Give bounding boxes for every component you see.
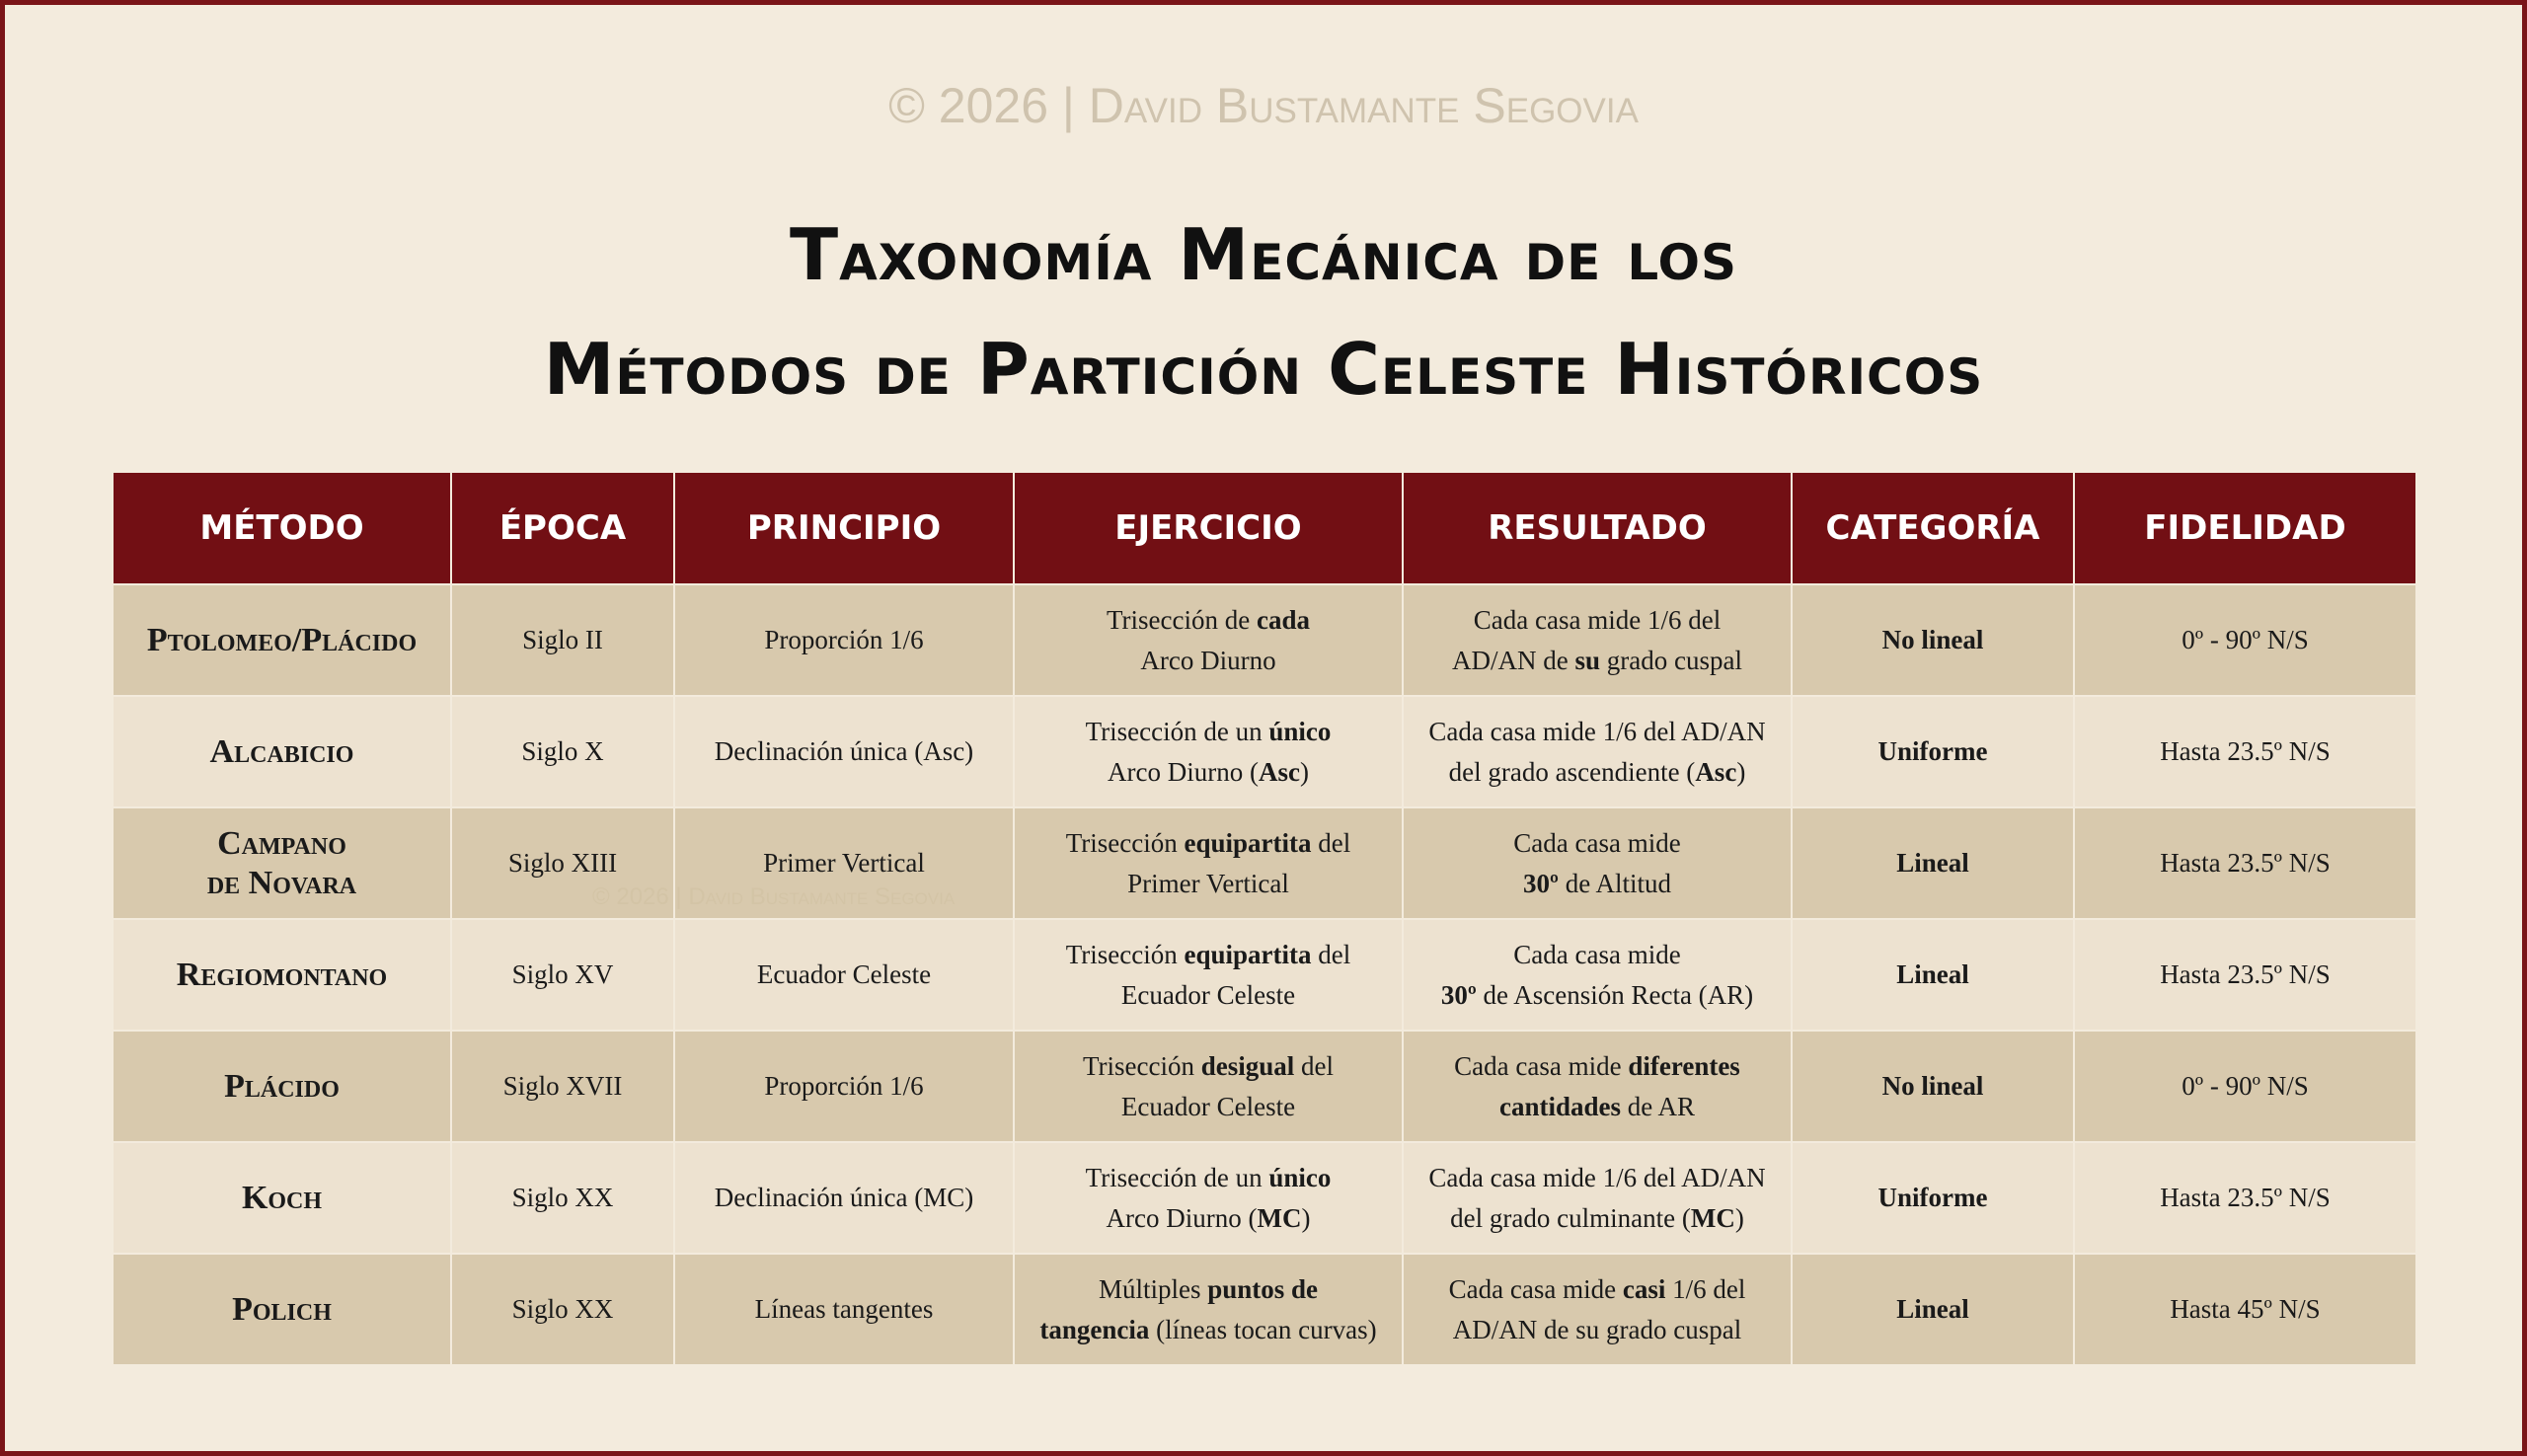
result-segment: su [1574, 645, 1601, 675]
result-segment: Cada casa mide 1/6 del AD/AN [1428, 716, 1766, 746]
principle-text: Líneas tangentes [754, 1294, 934, 1324]
cell-result [1403, 1142, 1792, 1254]
exercise-segment: Asc [1258, 756, 1300, 787]
exercise-segment: Arco Diurno ( [1108, 756, 1259, 787]
cell-exercise [1014, 584, 1403, 696]
watermark: © 2026 | David Bustamante Segovia [592, 883, 956, 910]
exercise-segment: Ecuador Celeste [1120, 979, 1296, 1010]
cell-epoch [451, 919, 674, 1031]
exercise-segment: del [1294, 1050, 1335, 1081]
cell-fidelity [2074, 1031, 2416, 1142]
title-line-1: Taxonomía Mecánica de los [790, 213, 1737, 296]
cell-epoch [451, 1254, 674, 1365]
table-row [113, 1142, 2416, 1254]
cell-exercise [1014, 1142, 1403, 1254]
cell-principle [674, 584, 1014, 696]
cell-category [1792, 1254, 2074, 1365]
exercise-segment: Trisección [1065, 827, 1185, 858]
cell-epoch [451, 696, 674, 807]
result-segment: ) [1734, 1202, 1744, 1233]
principle-text: Declinación única (MC) [714, 1183, 974, 1212]
result-segment: AD/AN de su grado cuspal [1452, 1314, 1742, 1344]
cell-fidelity [2074, 1142, 2416, 1254]
cell-category [1792, 1031, 2074, 1142]
exercise-segment: del [1311, 827, 1351, 858]
result-segment: Cada casa mide 1/6 del [1473, 604, 1722, 635]
cell-principle [674, 696, 1014, 807]
cell-result [1403, 919, 1792, 1031]
epoch-text: Siglo XIII [507, 848, 618, 878]
cell-method [113, 919, 451, 1031]
header-method: MÉTODO [113, 472, 451, 584]
table-row [113, 1031, 2416, 1142]
cell-fidelity [2074, 1254, 2416, 1365]
cell-method [113, 807, 451, 919]
table-row [113, 919, 2416, 1031]
result-segment: Cada casa mide [1513, 827, 1681, 858]
result-segment: ) [1736, 756, 1746, 787]
result-segment: AD/AN de [1452, 645, 1575, 675]
method-name: Ptolomeo/Plácido [146, 621, 418, 658]
exercise-segment: equipartita [1184, 939, 1312, 969]
result-segment: casi [1622, 1273, 1666, 1304]
exercise-segment: Trisección [1082, 1050, 1201, 1081]
header-result: RESULTADO [1403, 472, 1792, 584]
fidelity-text: Hasta 23.5º N/S [2160, 1183, 2331, 1212]
cell-principle [674, 1254, 1014, 1365]
exercise-segment: único [1268, 1162, 1332, 1192]
cell-method [113, 1031, 451, 1142]
category-text: No lineal [1881, 1071, 1984, 1101]
exercise-segment: Arco Diurno ( [1106, 1202, 1258, 1233]
cell-fidelity [2074, 807, 2416, 919]
result-segment: de AR [1621, 1091, 1696, 1121]
result-segment: 30º [1523, 868, 1559, 898]
table-row [113, 584, 2416, 696]
exercise-segment: desigual [1200, 1050, 1295, 1081]
method-name: Plácido [224, 1067, 340, 1105]
cell-fidelity [2074, 584, 2416, 696]
cell-category [1792, 584, 2074, 696]
table-header-row [113, 472, 2416, 584]
epoch-text: Siglo XVII [502, 1071, 623, 1101]
exercise-segment: único [1268, 716, 1332, 746]
epoch-text: Siglo XX [511, 1183, 614, 1212]
principle-text: Proporción 1/6 [764, 625, 924, 654]
epoch-text: Siglo X [521, 736, 604, 766]
exercise-segment: equipartita [1184, 827, 1312, 858]
exercise-segment: Arco Diurno [1140, 645, 1276, 675]
category-text: Lineal [1896, 959, 1969, 989]
copyright-notice: © 2026 | David Bustamante Segovia [888, 78, 1639, 133]
method-name: Alcabicio [209, 732, 354, 770]
cell-result [1403, 696, 1792, 807]
cell-category [1792, 919, 2074, 1031]
cell-method [113, 1142, 451, 1254]
exercise-segment: ) [1301, 1202, 1311, 1233]
method-name-line: de Novara [206, 864, 357, 901]
cell-category [1792, 807, 2074, 919]
header-principle: PRINCIPIO [674, 472, 1014, 584]
cell-method [113, 696, 451, 807]
cell-result [1403, 1254, 1792, 1365]
result-segment: MC [1690, 1202, 1735, 1233]
title-line-2: Métodos de Partición Celeste Históricos [543, 328, 1984, 411]
header-fidelity: FIDELIDAD [2074, 472, 2416, 584]
cell-result [1403, 807, 1792, 919]
principle-text: Declinación única (Asc) [714, 736, 974, 766]
category-text: No lineal [1881, 625, 1984, 654]
method-name: Regiomontano [176, 956, 388, 993]
result-segment: de Altitud [1558, 868, 1671, 898]
cell-exercise [1014, 1031, 1403, 1142]
page-title [0, 197, 2527, 426]
cell-result [1403, 584, 1792, 696]
result-segment: Asc [1695, 756, 1737, 787]
exercise-segment: Trisección de un [1085, 716, 1269, 746]
epoch-text: Siglo XX [511, 1294, 614, 1324]
method-name-line: Campano [217, 824, 346, 862]
fidelity-text: Hasta 23.5º N/S [2160, 959, 2331, 989]
cell-category [1792, 1142, 2074, 1254]
exercise-segment: tangencia [1039, 1314, 1150, 1344]
result-segment: Cada casa mide [1454, 1050, 1629, 1081]
fidelity-text: Hasta 23.5º N/S [2160, 848, 2331, 878]
result-segment: de Ascensión Recta (AR) [1476, 979, 1754, 1010]
table-row [113, 1254, 2416, 1365]
header-category: CATEGORÍA [1792, 472, 2074, 584]
cell-fidelity [2074, 696, 2416, 807]
exercise-segment: Primer Vertical [1127, 868, 1289, 898]
cell-exercise [1014, 919, 1403, 1031]
category-text: Lineal [1896, 848, 1969, 878]
method-name: Polich [232, 1290, 332, 1328]
table-row [113, 696, 2416, 807]
exercise-segment: puntos de [1207, 1273, 1319, 1304]
result-segment: diferentes [1628, 1050, 1740, 1081]
result-segment: Cada casa mide [1448, 1273, 1623, 1304]
category-text: Uniforme [1877, 1183, 1988, 1212]
result-segment: del grado ascendiente ( [1448, 756, 1696, 787]
fidelity-text: 0º - 90º N/S [2182, 625, 2309, 654]
cell-principle [674, 919, 1014, 1031]
fidelity-text: Hasta 45º N/S [2170, 1294, 2321, 1324]
exercise-segment: Ecuador Celeste [1120, 1091, 1296, 1121]
exercise-segment: del [1311, 939, 1351, 969]
principle-text: Proporción 1/6 [764, 1071, 924, 1101]
method-name: Koch [241, 1179, 323, 1216]
result-segment: 1/6 del [1665, 1273, 1746, 1304]
epoch-text: Siglo II [522, 625, 603, 654]
result-segment: cantidades [1498, 1091, 1621, 1121]
principle-text: Ecuador Celeste [756, 959, 932, 989]
exercise-segment: cada [1256, 604, 1310, 635]
cell-principle [674, 1142, 1014, 1254]
header-exercise: EJERCICIO [1014, 472, 1403, 584]
exercise-segment: Trisección [1065, 939, 1185, 969]
cell-method [113, 1254, 451, 1365]
fidelity-text: Hasta 23.5º N/S [2160, 736, 2331, 766]
exercise-segment: (líneas tocan curvas) [1149, 1314, 1377, 1344]
cell-category [1792, 696, 2074, 807]
cell-epoch [451, 1031, 674, 1142]
exercise-segment: MC [1257, 1202, 1302, 1233]
cell-method [113, 584, 451, 696]
fidelity-text: 0º - 90º N/S [2182, 1071, 2309, 1101]
epoch-text: Siglo XV [511, 959, 614, 989]
cell-exercise [1014, 1254, 1403, 1365]
cell-epoch [451, 1142, 674, 1254]
result-segment: Cada casa mide 1/6 del AD/AN [1428, 1162, 1766, 1192]
category-text: Lineal [1896, 1294, 1969, 1324]
exercise-segment: Trisección de [1107, 604, 1257, 635]
exercise-segment: ) [1299, 756, 1309, 787]
table-body [113, 584, 2416, 1365]
methods-table [112, 471, 2417, 1366]
cell-epoch [451, 584, 674, 696]
principle-text: Primer Vertical [763, 848, 925, 878]
cell-exercise [1014, 807, 1403, 919]
result-segment: grado cuspal [1600, 645, 1742, 675]
cell-exercise [1014, 696, 1403, 807]
category-text: Uniforme [1877, 736, 1988, 766]
result-segment: 30º [1440, 979, 1477, 1010]
header-epoch: ÉPOCA [451, 472, 674, 584]
cell-result [1403, 1031, 1792, 1142]
table-row [113, 807, 2416, 919]
exercise-segment: Múltiples [1098, 1273, 1208, 1304]
result-segment: Cada casa mide [1513, 939, 1681, 969]
exercise-segment: Trisección de un [1085, 1162, 1269, 1192]
cell-principle [674, 1031, 1014, 1142]
cell-fidelity [2074, 919, 2416, 1031]
result-segment: del grado culminante ( [1450, 1202, 1691, 1233]
